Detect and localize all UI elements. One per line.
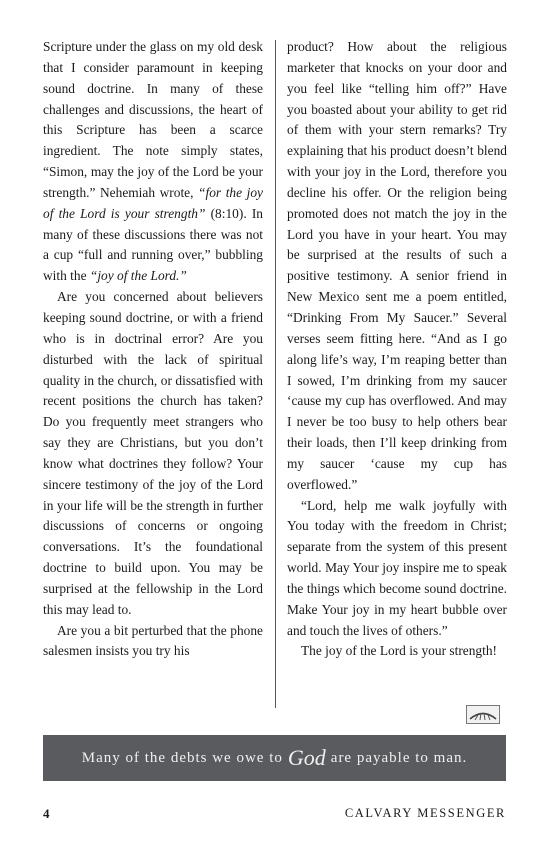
quote-emphasis: God	[287, 745, 326, 770]
text-span: (8:10). In many of these discussions there was not a cup “full and running over,” bubbling with the	[43, 205, 263, 284]
end-mark-icon	[466, 705, 500, 724]
quote-text: Many of the debts we owe to	[81, 749, 283, 766]
text-span: Scripture under the glass on my old desk that I consider paramount in keeping sound doctrine. In many of these challenges and discussions, the heart of this Scripture has been a scarce ingredient. The note simply states, “Simon, may the joy of the Lord be your strength.” Nehemiah wrote,	[43, 39, 263, 200]
closing-line: The joy of the Lord is your strength!	[301, 643, 497, 659]
quote-banner	[43, 735, 506, 781]
running-footer: CALVARY MESSENGER	[344, 806, 506, 820]
left-column	[43, 37, 263, 662]
column-divider	[275, 40, 276, 708]
paragraph: Are you concerned about believers keeping sound doctrine, or with a friend who is in doctrinal error? Are you disturbed with the lack of spiritual quality in the church, or dissatisfied with recent positions the church has taken? Do you frequently meet strangers who say they are Christians, but you don’t know what doctrines they follow? Your sincere testimony of the joy of the Lord in your life will be the strength in further discussions of concerns or ongoing conversations. It’s the foundational doctrine to build upon. You may be surprised at the fellowship in the Lord this may lead to.	[43, 289, 263, 617]
page-number: 4	[43, 806, 50, 821]
paragraph	[43, 37, 263, 287]
right-column	[287, 37, 507, 662]
scripture-quote: “joy of the Lord.”	[89, 268, 187, 284]
quote-text: are payable to man.	[330, 749, 468, 766]
paragraph: Are you a bit perturbed that the phone salesmen insists you try his	[43, 622, 263, 659]
paragraph: product? How about the religious marketer that knocks on your door and you feel like “telling him off?” Have you boasted about your ability to get rid of them with your stern remarks? Try explaining that his product doesn’t blend with your joy in the Lord, therefore you decline his offer. Or the religion being promoted does not match the joy in the Lord you have in your heart. You may be surprised at the results of such a positive testimony. A senior friend in New Mexico sent me a poem entitled, “Drinking From My Saucer.” Several verses seem fitting here. “And as I go along life’s way, I’m reaping better than I sowed, I’m drinking from my saucer ‘cause my cup has overflowed. And may I never be too busy to help others bear their loads, then I’ll keep drinking from my saucer ‘cause my cup has overflowed.”	[287, 39, 507, 492]
paragraph: “Lord, help me walk joyfully with You today with the freedom in Christ; separate from the system of this present world. May Your joy inspire me to speak the things which become sound doctrine. Make Your joy in my heart bubble over and touch the lives of others.”	[287, 497, 507, 638]
scripture-quote: “for the joy of the Lord is your strength”	[43, 184, 263, 221]
